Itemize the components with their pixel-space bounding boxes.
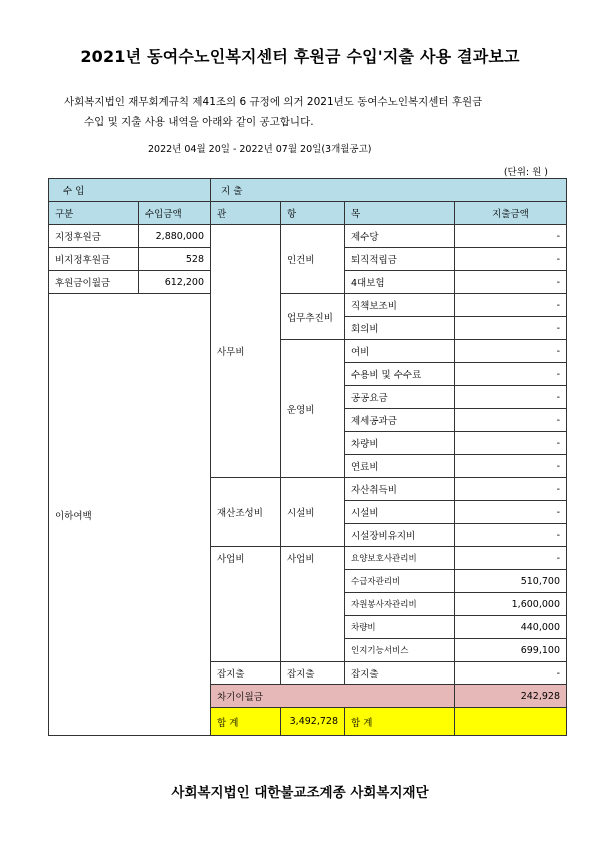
- gwan-samu: 사무비: [211, 225, 281, 478]
- mok-label: 차량비: [345, 616, 455, 639]
- expense-section-header: 지 출: [211, 179, 567, 202]
- carryover-label: 차기이월금: [211, 685, 455, 708]
- table-row: [49, 225, 567, 248]
- expense-amount: -: [455, 432, 567, 455]
- intro-line-2: 수입 및 지출 사용 내역을 아래와 같이 공고합니다.: [84, 116, 314, 128]
- expense-amount: 1,600,000: [455, 593, 567, 616]
- mok-label: 퇴직적립금: [345, 248, 455, 271]
- expense-amount: 510,700: [455, 570, 567, 593]
- total-blank-hang: [455, 708, 567, 736]
- income-blank-area: 이하여백: [49, 294, 211, 736]
- announcement-period: 2022년 04월 20일 - 2022년 07월 20일(3개월공고): [148, 144, 372, 155]
- expense-amount: -: [455, 340, 567, 363]
- expense-amount: -: [455, 524, 567, 547]
- hang-japji: 잡지출: [281, 662, 345, 685]
- income-amount: 528: [139, 248, 211, 271]
- mok-label: 수용비 및 수수료: [345, 363, 455, 386]
- gwan-saeop: 사업비: [211, 547, 281, 662]
- total-expense-label: 합 계: [345, 708, 455, 736]
- expense-amount: -: [455, 363, 567, 386]
- budget-table: [48, 178, 567, 736]
- hang-eopmu: 업무추진비: [281, 294, 345, 340]
- mok-label: 제세공과금: [345, 409, 455, 432]
- income-amount: 612,200: [139, 271, 211, 294]
- mok-label: 자원봉사자관리비: [345, 593, 455, 616]
- income-section-header: 수 입: [49, 179, 211, 202]
- expense-amount: -: [455, 225, 567, 248]
- hang-saeop: 사업비: [281, 547, 345, 662]
- mok-label: 회의비: [345, 317, 455, 340]
- hang-ingeon: 인건비: [281, 225, 345, 294]
- mok-label: 차량비: [345, 432, 455, 455]
- expense-amount: -: [455, 294, 567, 317]
- report-title: 2021년 동여수노인복지센터 후원금 수입'지출 사용 결과보고: [80, 47, 520, 66]
- income-label: 지정후원금: [49, 225, 139, 248]
- expense-amount: 699,100: [455, 639, 567, 662]
- intro-text: [64, 92, 482, 132]
- col-header-mok: 목: [345, 202, 455, 225]
- expense-amount: -: [455, 386, 567, 409]
- expense-amount: -: [455, 317, 567, 340]
- gwan-japji: 잡지출: [211, 662, 281, 685]
- table-row: [49, 294, 567, 317]
- expense-amount: -: [455, 248, 567, 271]
- col-header-gubun: 구분: [49, 202, 139, 225]
- mok-label: 4대보험: [345, 271, 455, 294]
- expense-amount: -: [455, 547, 567, 570]
- intro-line-1: 사회복지법인 재무회계규칙 제41조의 6 규정에 의거 2021년도 동여수노인복지센터 후원금: [64, 96, 483, 108]
- expense-amount: -: [455, 271, 567, 294]
- organization-name: 사회복지법인 대한불교조계종 사회복지재단: [171, 785, 429, 801]
- expense-amount: -: [455, 409, 567, 432]
- expense-amount: -: [455, 662, 567, 685]
- mok-label: 자산취득비: [345, 478, 455, 501]
- total-income-label: 합 계: [211, 708, 281, 736]
- mok-label: 수급자관리비: [345, 570, 455, 593]
- mok-label: 요양보호사관리비: [345, 547, 455, 570]
- mok-label: 연료비: [345, 455, 455, 478]
- total-income-amount: 3,492,728: [281, 708, 345, 736]
- expense-amount: 440,000: [455, 616, 567, 639]
- col-header-income-amount: 수입금액: [139, 202, 211, 225]
- mok-label: 제수당: [345, 225, 455, 248]
- col-header-hang: 항: [281, 202, 345, 225]
- col-header-gwan: 관: [211, 202, 281, 225]
- income-amount: 2,880,000: [139, 225, 211, 248]
- mok-label: 인지기능서비스: [345, 639, 455, 662]
- column-header-row: [49, 202, 567, 225]
- mok-label: 공공요금: [345, 386, 455, 409]
- currency-unit: (단위: 원 ): [503, 167, 548, 178]
- gwan-jaesan: 재산조성비: [211, 478, 281, 547]
- col-header-expense-amount: 지출금액: [455, 202, 567, 225]
- mok-label: 직책보조비: [345, 294, 455, 317]
- carryover-amount: 242,928: [455, 685, 567, 708]
- mok-label: 여비: [345, 340, 455, 363]
- hang-unyeong: 운영비: [281, 340, 345, 478]
- mok-label: 시설비: [345, 501, 455, 524]
- income-label: 비지정후원금: [49, 248, 139, 271]
- mok-label: 시설장비유지비: [345, 524, 455, 547]
- section-header-row: [49, 179, 567, 202]
- expense-amount: -: [455, 455, 567, 478]
- expense-amount: -: [455, 501, 567, 524]
- mok-label: 잡지출: [345, 662, 455, 685]
- hang-siseol: 시설비: [281, 478, 345, 547]
- income-label: 후원금이월금: [49, 271, 139, 294]
- expense-amount: -: [455, 478, 567, 501]
